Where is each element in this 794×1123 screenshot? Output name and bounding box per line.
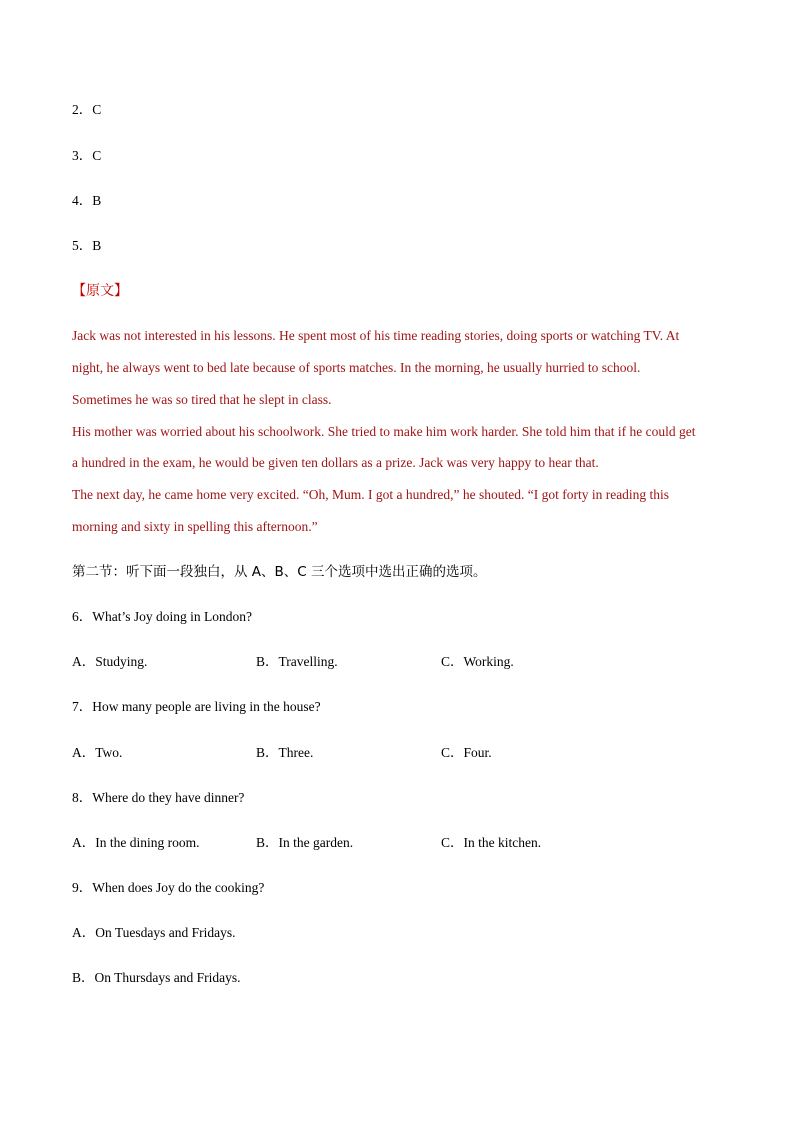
- answer-4: 4．B: [72, 193, 102, 208]
- transcript-line: morning and sixty in spelling this afternoon.”: [72, 519, 318, 534]
- section-heading: 第二节：听下面一段独白，从 A、B、C 三个选项中选出正确的选项。: [72, 564, 487, 580]
- option-b: B．On Thursdays and Fridays.: [72, 970, 241, 985]
- question-stem: 9．When does Joy do the cooking?: [72, 880, 265, 895]
- answer-3: 3．C: [72, 148, 102, 163]
- transcript-line: Jack was not interested in his lessons. He spent most of his time reading stories, doing sports or watching TV. At: [72, 328, 680, 343]
- answer-5: 5．B: [72, 238, 102, 253]
- option-a: A．On Tuesdays and Fridays.: [72, 925, 236, 940]
- option-a: A．Two.: [72, 745, 123, 760]
- option-a: A．Studying.: [72, 654, 148, 669]
- question-stem: 7．How many people are living in the house?: [72, 699, 321, 714]
- transcript-line: a hundred in the exam, he would be given ten dollars as a prize. Jack was very happy to hear that.: [72, 455, 599, 470]
- question-stem: 6．What’s Joy doing in London?: [72, 609, 252, 624]
- option-a: A．In the dining room.: [72, 835, 200, 850]
- answer-2: 2．C: [72, 102, 102, 117]
- option-b: B．Travelling.: [256, 654, 338, 669]
- transcript-line: The next day, he came home very excited. “Oh, Mum. I got a hundred,” he shouted. “I got forty in reading this: [72, 487, 670, 502]
- option-c: C．Working.: [441, 654, 514, 669]
- question-stem: 8．Where do they have dinner?: [72, 790, 245, 805]
- transcript-line: Sometimes he was so tired that he slept in class.: [72, 392, 332, 407]
- option-c: C．In the kitchen.: [441, 835, 542, 850]
- transcript-heading: 【原文】: [72, 283, 128, 299]
- option-c: C．Four.: [441, 745, 492, 760]
- transcript-line: His mother was worried about his schoolwork. She tried to make him work harder. She told him that if he could get: [72, 424, 696, 439]
- option-b: B．Three.: [256, 745, 314, 760]
- option-b: B．In the garden.: [256, 835, 354, 850]
- transcript-line: night, he always went to bed late because of sports matches. In the morning, he usually hurried to school.: [72, 360, 641, 375]
